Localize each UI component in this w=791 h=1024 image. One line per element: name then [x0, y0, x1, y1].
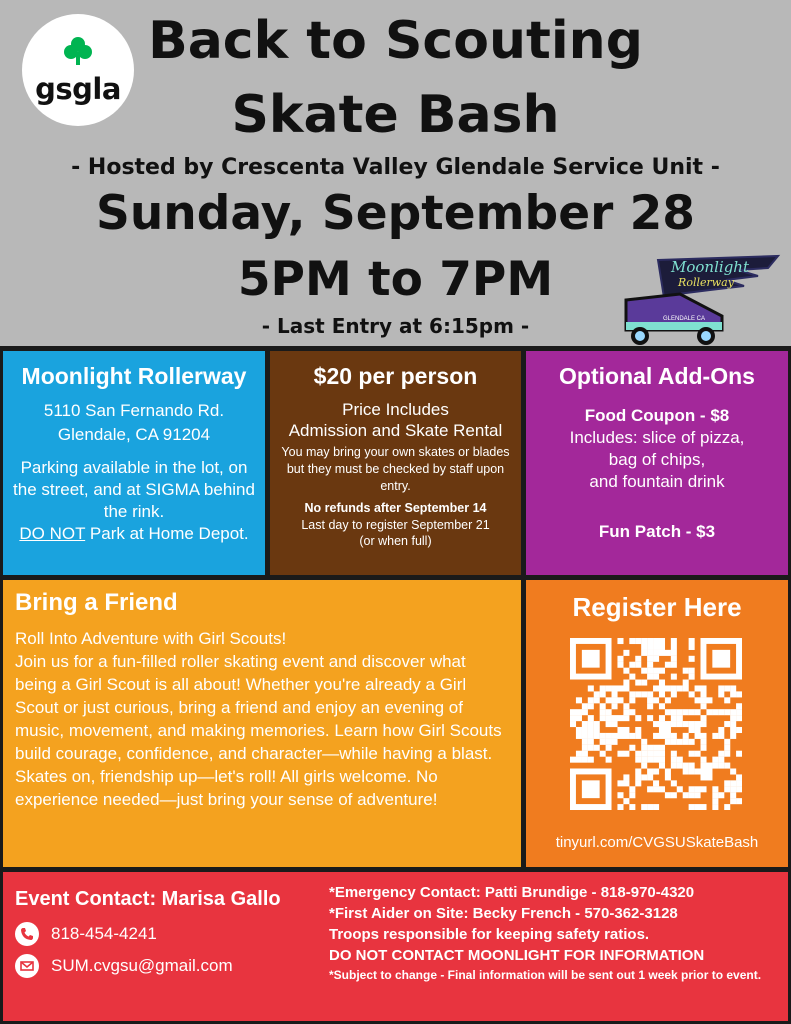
- safety-ratios: Troops responsible for keeping safety ratios.: [329, 926, 650, 943]
- friend-heading: Bring a Friend: [15, 589, 178, 616]
- rink-logo-city: GLENDALE CA: [662, 316, 706, 322]
- rink-logo-line1: Moonlight: [671, 258, 749, 276]
- header: [0, 0, 791, 346]
- email-icon: [15, 954, 39, 978]
- location-heading: Moonlight Rollerway: [21, 363, 247, 389]
- event-time: 5PM to 7PM: [237, 252, 554, 307]
- parking-info: Parking available in the lot, on the street, and at SIGMA behind the rink.: [13, 458, 255, 521]
- price-panel: [270, 351, 521, 575]
- addons-heading: Optional Add-Ons: [559, 363, 755, 389]
- title-line-2: Skate Bash: [231, 85, 560, 145]
- logo-text: gsgla: [35, 72, 121, 106]
- register-url[interactable]: tinyurl.com/CVGSUSkateBash: [555, 834, 759, 851]
- address-line-1: 5110 San Fernando Rd.: [43, 401, 225, 420]
- contact-heading: Event Contact: Marisa Gallo: [15, 888, 281, 910]
- friend-intro: Roll Into Adventure with Girl Scouts!: [15, 629, 287, 648]
- address-line-2: Glendale, CA 91204: [57, 425, 211, 444]
- last-entry: - Last Entry at 6:15pm -: [261, 314, 530, 338]
- contact-phone[interactable]: 818-454-4241: [51, 924, 157, 943]
- contact-email[interactable]: SUM.cvgsu@gmail.com: [51, 956, 233, 975]
- title-line-1: Back to Scouting: [148, 11, 643, 71]
- addons-panel: [526, 351, 788, 575]
- hosted-by: - Hosted by Crescenta Valley Glendale Service Unit -: [71, 155, 720, 180]
- no-refunds: No refunds after September 14: [304, 501, 487, 515]
- rink-logo-line2: Rollerway: [678, 276, 734, 289]
- food-includes-3: and fountain drink: [589, 472, 725, 491]
- price-includes: Price Includes: [342, 400, 449, 419]
- subject-to-change: *Subject to change - Final information will be sent out 1 week prior to event.: [329, 968, 762, 982]
- event-date: Sunday, September 28: [95, 186, 696, 241]
- contact-panel: [3, 872, 788, 1021]
- food-coupon: Food Coupon - $8: [584, 406, 730, 425]
- when-full: (or when full): [359, 534, 432, 548]
- price-heading: $20 per person: [313, 363, 478, 389]
- register-heading: Register Here: [572, 592, 742, 622]
- first-aider: *First Aider on Site: Becky French - 570-362-3128: [329, 905, 678, 922]
- register-panel: [526, 580, 788, 867]
- phone-icon: [15, 922, 39, 946]
- do-not-park-rest: Park at Home Depot.: [85, 524, 249, 543]
- price-includes-items: Admission and Skate Rental: [288, 421, 503, 440]
- moonlight-rollerway-logo: [618, 250, 782, 346]
- do-not-contact: DO NOT CONTACT MOONLIGHT FOR INFORMATION: [329, 947, 705, 964]
- food-includes-1: Includes: slice of pizza,: [569, 428, 745, 447]
- fun-patch: Fun Patch - $3: [598, 522, 716, 541]
- emergency-contact: *Emergency Contact: Patti Brundige - 818-970-4320: [329, 884, 695, 901]
- do-not-park: DO NOT: [19, 524, 86, 543]
- qr-code[interactable]: [570, 638, 742, 810]
- own-skates-note: You may bring your own skates or blades but they must be checked by staff upon entry.: [281, 445, 510, 493]
- friend-body: Join us for a fun-filled roller skating event and discover what being a Girl Scout is all about! Whether you're already a Girl Scout or just curious, bring a friend and enjoy an evening of music, movement, and making memories. Learn how Girl Scouts build courage, confidence, and character—while having a blast. Skates on, friendship up—let's roll! All girls welcome. No experience needed—just bring your sense of adventure!: [15, 652, 502, 809]
- food-includes-2: bag of chips,: [608, 450, 706, 469]
- last-day-register: Last day to register September 21: [301, 518, 490, 532]
- friend-panel: [3, 580, 521, 867]
- location-panel: [3, 351, 265, 575]
